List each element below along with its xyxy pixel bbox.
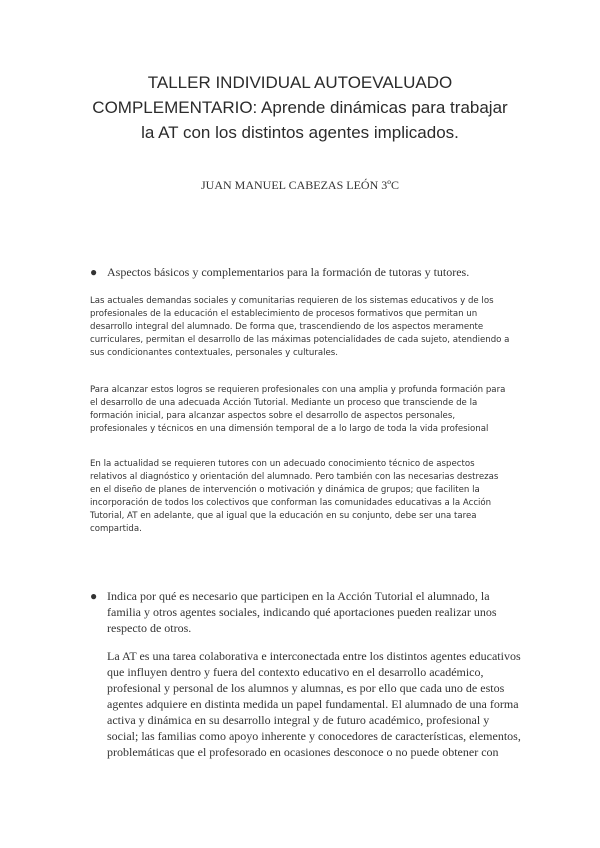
document-title (60, 70, 540, 145)
answer-line: profesional y personal de los alumnos y alumnas, es por ello que cada uno de estos (107, 681, 505, 695)
text-line: curriculares, permitan el desarrollo de las máximas potencialidades de cada sujeto, atendiendo a (90, 335, 510, 345)
answer-line: social; las familias como apoyo inherente y conocedores de características, elementos, (107, 729, 521, 743)
text-line: incorporación de todos los colectivos que conforman las comunidades educativas a la Acción (90, 498, 492, 508)
title-line: la AT con los distintos agentes implicados. (141, 123, 459, 142)
title-line: COMPLEMENTARIO: Aprende dinámicas para trabajar (92, 98, 508, 117)
text-line: Tutorial, AT en adelante, que al igual que la educación en su conjunto, debe ser una tarea (90, 511, 477, 521)
text-line: compartida. (90, 524, 142, 534)
bullet-icon: ● (90, 589, 98, 603)
text-line: desarrollo integral del alumnado. De forma que, trascendiendo de los aspectos meramente (90, 322, 484, 332)
question-line: familia y otros agentes sociales, indicando qué aportaciones pueden realizar unos (107, 605, 497, 619)
text-line: profesionales y técnicos en una dimensión temporal de a lo largo de toda la vida profesional (90, 424, 489, 434)
text-line: sus condicionantes contextuales, personales y culturales. (90, 348, 339, 358)
section2-answer (107, 648, 547, 760)
answer-line: agentes adquiere en distinta medida un papel fundamental. El alumnado de una forma (107, 697, 519, 711)
text-line: Las actuales demandas sociales y comunitarias requieren de los sistemas educativos y de los (90, 296, 494, 306)
author-name: JUAN MANUEL CABEZAS LEÓN 3ºC (201, 178, 399, 192)
answer-line: problemáticas que el profesorado en ocasiones desconoce o no puede obtener con (107, 745, 499, 759)
text-line: formación inicial, para alcanzar aspectos sobre el desarrollo de aspectos personales, (90, 411, 456, 421)
question-line: respecto de otros. (107, 621, 192, 635)
text-line: En la actualidad se requieren tutores con un adecuado conocimiento técnico de aspectos (90, 459, 475, 469)
paragraph-3 (90, 458, 520, 536)
bullet-icon: ● (90, 265, 98, 279)
section1-heading-text: Aspectos básicos y complementarios para la formación de tutoras y tutores. (107, 265, 470, 279)
text-line: relativos al diagnóstico y orientación del alumnado. Pero también con las necesarias destrezas (90, 472, 499, 482)
answer-line: activa y dinámica en su desarrollo integral y de futuro académico, profesional y (107, 713, 490, 727)
paragraph-2 (90, 384, 520, 436)
question-line: Indica por qué es necesario que participen en la Acción Tutorial el alumnado, la (107, 589, 490, 603)
text-line: el desarrollo de una adecuada Acción Tutorial. Mediante un proceso que transciende de la (90, 398, 478, 408)
answer-line: que influyen dentro y fuera del contexto educativo en el desarrollo académico, (107, 665, 484, 679)
text-line: Para alcanzar estos logros se requieren profesionales con una amplia y profunda formación para (90, 385, 506, 395)
text-line: en el diseño de planes de intervención o motivación y dinámica de grupos; que faciliten la (90, 485, 480, 495)
paragraph-1 (90, 295, 520, 360)
title-line: TALLER INDIVIDUAL AUTOEVALUADO (147, 73, 453, 92)
text-line: profesionales de la educación el establecimiento de procesos formativos que permitan un (90, 309, 478, 319)
answer-line: La AT es una tarea colaborativa e interconectada entre los distintos agentes educativos (107, 649, 521, 663)
